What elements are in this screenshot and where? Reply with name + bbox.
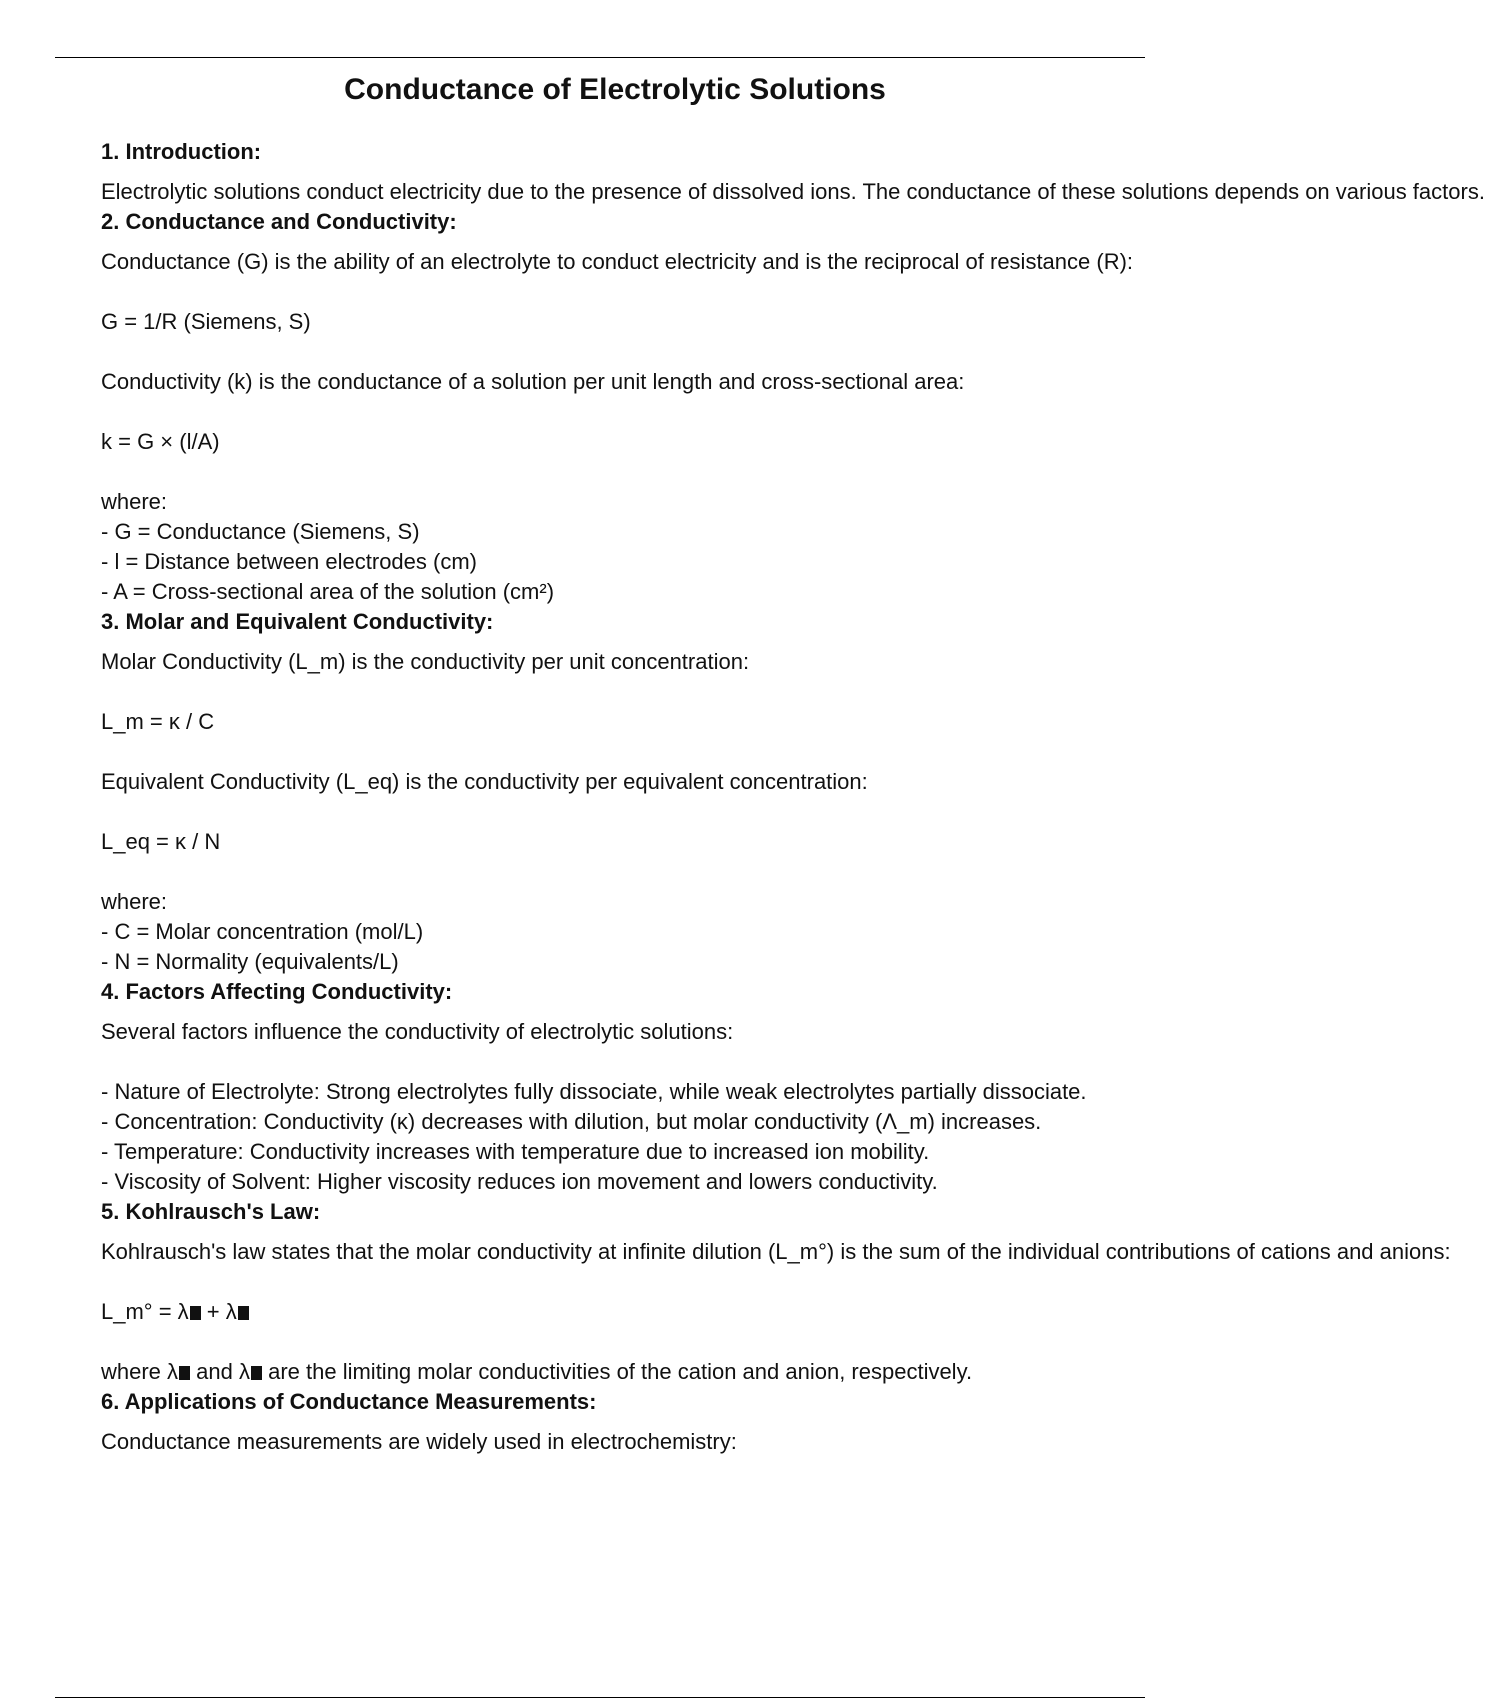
molar-conductivity-paragraph: Molar Conductivity (L_m) is the conductivity per unit concentration: [101, 649, 750, 674]
equation-lhs: L_m° = λ [101, 1299, 189, 1324]
factors-paragraph: Several factors influence the conductivity of electrolytic solutions: [101, 1019, 734, 1044]
definition-item: - N = Normality (equivalents/L) [101, 949, 399, 974]
molar-conductivity-equation: L_m = κ / C [101, 709, 215, 734]
where-text: where λ [101, 1359, 179, 1384]
conductivity-paragraph: Conductivity (k) is the conductance of a solution per unit length and cross-sectional area: [101, 369, 965, 394]
section-heading-molar-conductivity: 3. Molar and Equivalent Conductivity: [101, 609, 494, 634]
conductivity-equation: k = G × (l/A) [101, 429, 220, 454]
definition-item: - G = Conductance (Siemens, S) [101, 519, 420, 544]
equivalent-conductivity-paragraph: Equivalent Conductivity (L_eq) is the conductivity per equivalent concentration: [101, 769, 868, 794]
section-heading-conductance: 2. Conductance and Conductivity: [101, 209, 457, 234]
where-label: where: [101, 489, 168, 514]
missing-glyph-icon [190, 1306, 201, 1320]
equation-plus: + λ [200, 1299, 237, 1324]
applications-paragraph: Conductance measurements are widely used in electrochemistry: [101, 1429, 737, 1454]
kohlrausch-where-line [101, 1357, 1200, 1387]
kohlrausch-equation [101, 1297, 1200, 1327]
factor-item: - Temperature: Conductivity increases with temperature due to increased ion mobility. [101, 1139, 930, 1164]
factor-item: - Concentration: Conductivity (κ) decreases with dilution, but molar conductivity (Λ_m) increases. [101, 1109, 1042, 1134]
factor-item: - Nature of Electrolyte: Strong electrolytes fully dissociate, while weak electrolytes partially dissociate. [101, 1079, 1087, 1104]
where-label: where: [101, 889, 168, 914]
section-heading-introduction: 1. Introduction: [101, 139, 262, 164]
top-rule [55, 57, 1145, 58]
missing-glyph-icon [238, 1306, 249, 1320]
section-heading-kohlrausch: 5. Kohlrausch's Law: [101, 1199, 321, 1224]
definition-item: - C = Molar concentration (mol/L) [101, 919, 424, 944]
missing-glyph-icon [251, 1366, 262, 1380]
missing-glyph-icon [179, 1366, 190, 1380]
where-text: and λ [190, 1359, 250, 1384]
factor-item: - Viscosity of Solvent: Higher viscosity reduces ion movement and lowers conductivity. [101, 1169, 938, 1194]
section-heading-applications: 6. Applications of Conductance Measurements: [101, 1389, 597, 1414]
page-title: Conductance of Electrolytic Solutions [344, 73, 886, 106]
bottom-rule [55, 1697, 1145, 1698]
conductance-paragraph: Conductance (G) is the ability of an electrolyte to conduct electricity and is the reciprocal of resistance (R): [101, 249, 1134, 274]
conductance-equation: G = 1/R (Siemens, S) [101, 309, 311, 334]
definition-item: - A = Cross-sectional area of the solution (cm²) [101, 579, 555, 604]
where-text: are the limiting molar conductivities of the cation and anion, respectively. [261, 1359, 973, 1384]
document-body [101, 137, 1485, 1457]
section-heading-factors: 4. Factors Affecting Conductivity: [101, 979, 453, 1004]
kohlrausch-paragraph: Kohlrausch's law states that the molar conductivity at infinite dilution (L_m°) is the sum of the individual contributions of cations and anions: [101, 1239, 1451, 1264]
definition-item: - l = Distance between electrodes (cm) [101, 549, 477, 574]
equivalent-conductivity-equation: L_eq = κ / N [101, 829, 221, 854]
intro-paragraph: Electrolytic solutions conduct electricity due to the presence of dissolved ions. The conductance of these solutions depends on various factors. [101, 179, 1485, 204]
